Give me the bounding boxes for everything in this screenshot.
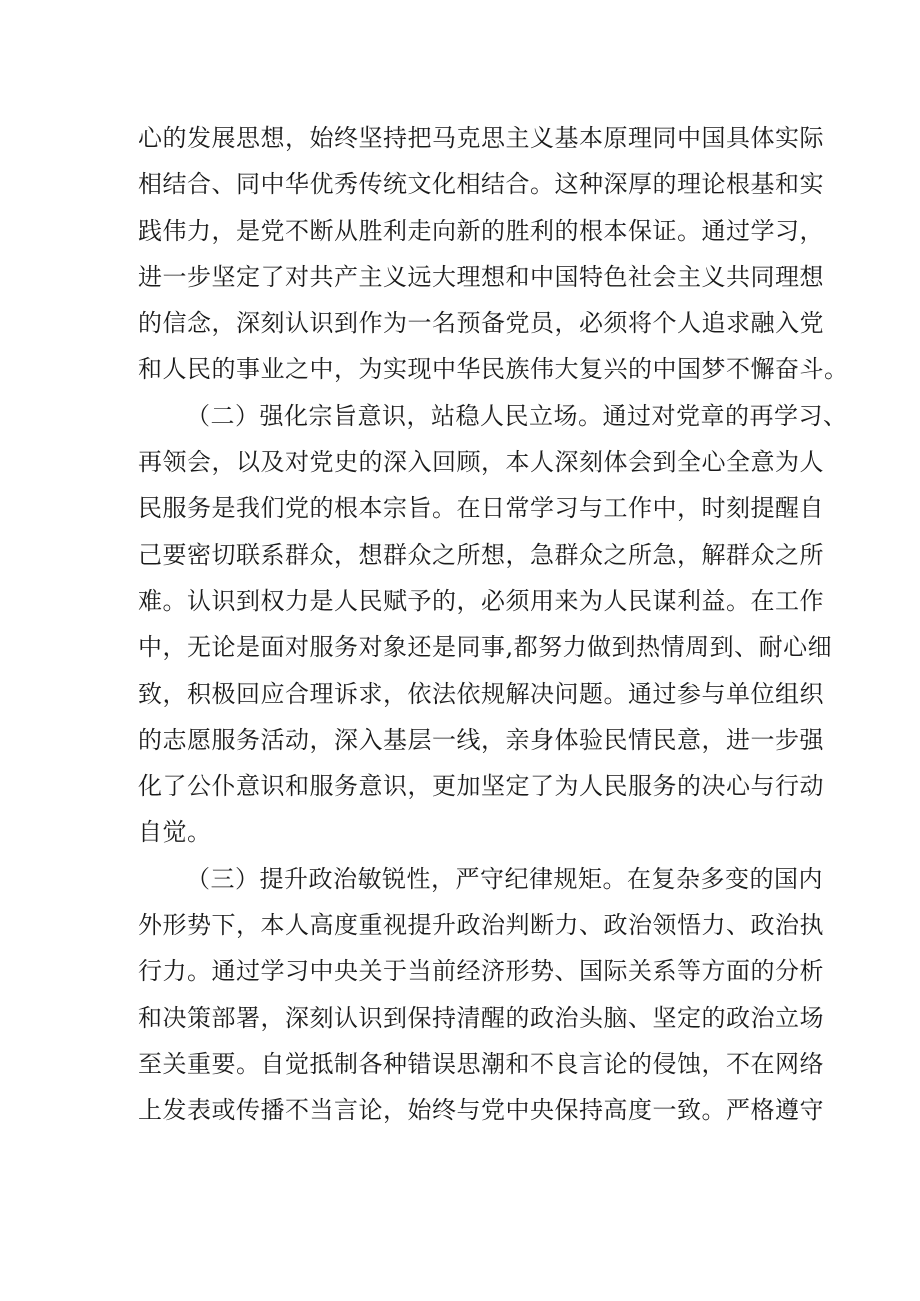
text-line: 自觉。 xyxy=(138,818,212,847)
text-line: 难。认识到权力是人民赋予的，必须用来为人民谋利益。在工作 xyxy=(138,586,824,615)
text-line: 的信念，深刻认识到作为一名预备党员，必须将个人追求融入党 xyxy=(138,309,824,338)
text-line: 和决策部署，深刻认识到保持清醒的政治头脑、坚定的政治立场 xyxy=(138,1003,824,1032)
text-line: 相结合、同中华优秀传统文化相结合。这种深厚的理论根基和实 xyxy=(138,170,824,199)
paragraph-heading-3: （三）提升政治敏锐性，严守纪律规矩。在复杂多变的国内 xyxy=(186,864,823,893)
text-line: 至关重要。自觉抵制各种错误思潮和不良言论的侵蚀，不在网络 xyxy=(138,1049,824,1078)
text-line: 外形势下，本人高度重视提升政治判断力、政治领悟力、政治执 xyxy=(138,911,824,940)
body-text xyxy=(138,115,849,1134)
text-line: 己要密切联系群众，想群众之所想，急群众之所急，解群众之所 xyxy=(138,540,824,569)
text-line: 进一步坚定了对共产主义远大理想和中国特色社会主义共同理想 xyxy=(138,262,824,291)
text-line: 上发表或传播不当言论，始终与党中央保持高度一致。严格遵守 xyxy=(138,1096,824,1125)
text-line: 心的发展思想，始终坚持把马克思主义基本原理同中国具体实际 xyxy=(138,124,824,152)
text-line: 再领会，以及对党史的深入回顾，本人深刻体会到全心全意为人 xyxy=(138,448,824,477)
text-line: 致，积极回应合理诉求，依法依规解决问题。通过参与单位组织 xyxy=(138,679,824,708)
text-line: 践伟力，是党不断从胜利走向新的胜利的根本保证。通过学习， xyxy=(138,216,824,245)
text-line: 民服务是我们党的根本宗旨。在日常学习与工作中，时刻提醒自 xyxy=(138,494,824,523)
text-line: 的志愿服务活动，深入基层一线，亲身体验民情民意，进一步强 xyxy=(138,725,824,754)
text-line: 化了公仆意识和服务意识，更加坚定了为人民服务的决心与行动 xyxy=(138,772,824,801)
paragraph-heading-2: （二）强化宗旨意识，站稳人民立场。通过对党章的再学习、 xyxy=(186,401,848,430)
text-line: 和人民的事业之中，为实现中华民族伟大复兴的中国梦不懈奋斗。 xyxy=(138,355,849,384)
text-line: 行力。通过学习中央关于当前经济形势、国际关系等方面的分析 xyxy=(138,957,824,986)
text-line: 中，无论是面对服务对象还是同事,都努力做到热情周到、耐心细 xyxy=(138,633,833,662)
